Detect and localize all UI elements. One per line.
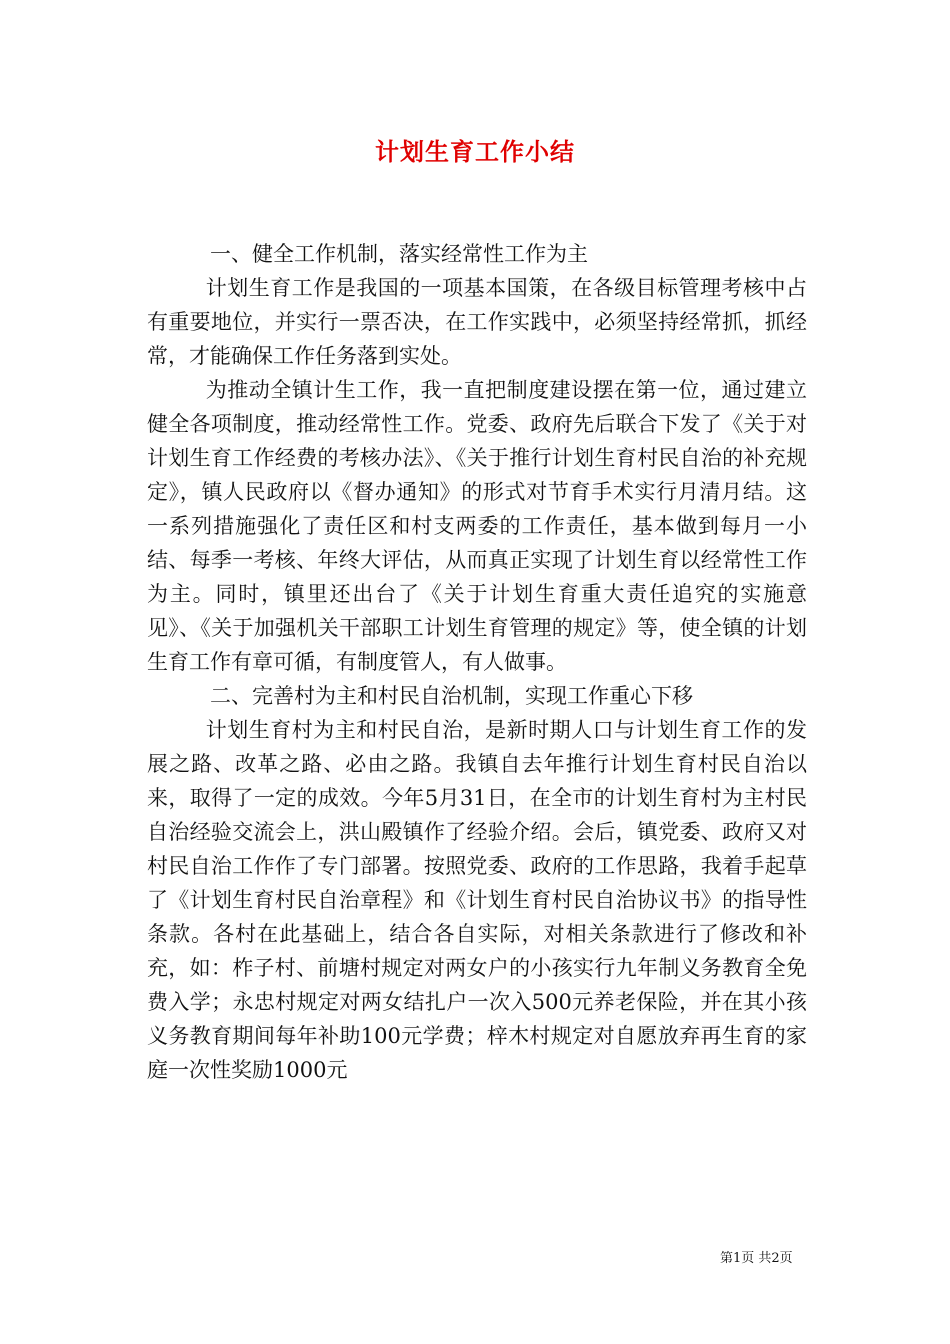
section-heading-1: 一、健全工作机制，落实经常性工作为主	[210, 242, 588, 266]
paragraph-1: 计划生育工作是我国的一项基本国策，在各级目标管理考核中占有重要地位，并实行一票否决，在工作实践中，必须坚持经常抓，抓经常，才能确保工作任务落到实处。	[147, 276, 807, 368]
document-body	[147, 237, 807, 1087]
paragraph-2: 为推动全镇计生工作，我一直把制度建设摆在第一位，通过建立健全各项制度，推动经常性工作。党委、政府先后联合下发了《关于对计划生育工作经费的考核办法》、《关于推行计划生育村民自治的补充规定》，镇人民政府以《督办通知》的形式对节育手术实行月清月结。这一系列措施强化了责任区和村支两委的工作责任，基本做到每月一小结、每季一考核、年终大评估，从而真正实现了计划生育以经常性工作为主。同时，镇里还出台了《关于计划生育重大责任追究的实施意见》、《关于加强机关干部职工计划生育管理的规定》等，使全镇的计划生育工作有章可循，有制度管人，有人做事。	[147, 378, 807, 674]
page-number: 第1页 共2页	[720, 1251, 793, 1266]
section-heading-2: 二、完善村为主和村民自治机制，实现工作重心下移	[210, 684, 693, 708]
document-title: 计划生育工作小结	[375, 137, 575, 166]
paragraph-3: 计划生育村为主和村民自治，是新时期人口与计划生育工作的发展之路、改革之路、必由之路。我镇自去年推行计划生育村民自治以来，取得了一定的成效。今年5月31日，在全市的计划生育村为主村民自治经验交流会上，洪山殿镇作了经验介绍。会后，镇党委、政府又对村民自治工作作了专门部署。按照党委、政府的工作思路，我着手起草了《计划生育村民自治章程》和《计划生育村民自治协议书》的指导性条款。各村在此基础上，结合各自实际，对相关条款进行了修改和补充，如：柞子村、前塘村规定对两女户的小孩实行九年制义务教育全免费入学；永忠村规定对两女结扎户一次入500元养老保险，并在其小孩义务教育期间每年补助100元学费；梓木村规定对自愿放弃再生育的家庭一次性奖励1000元	[147, 718, 807, 1082]
